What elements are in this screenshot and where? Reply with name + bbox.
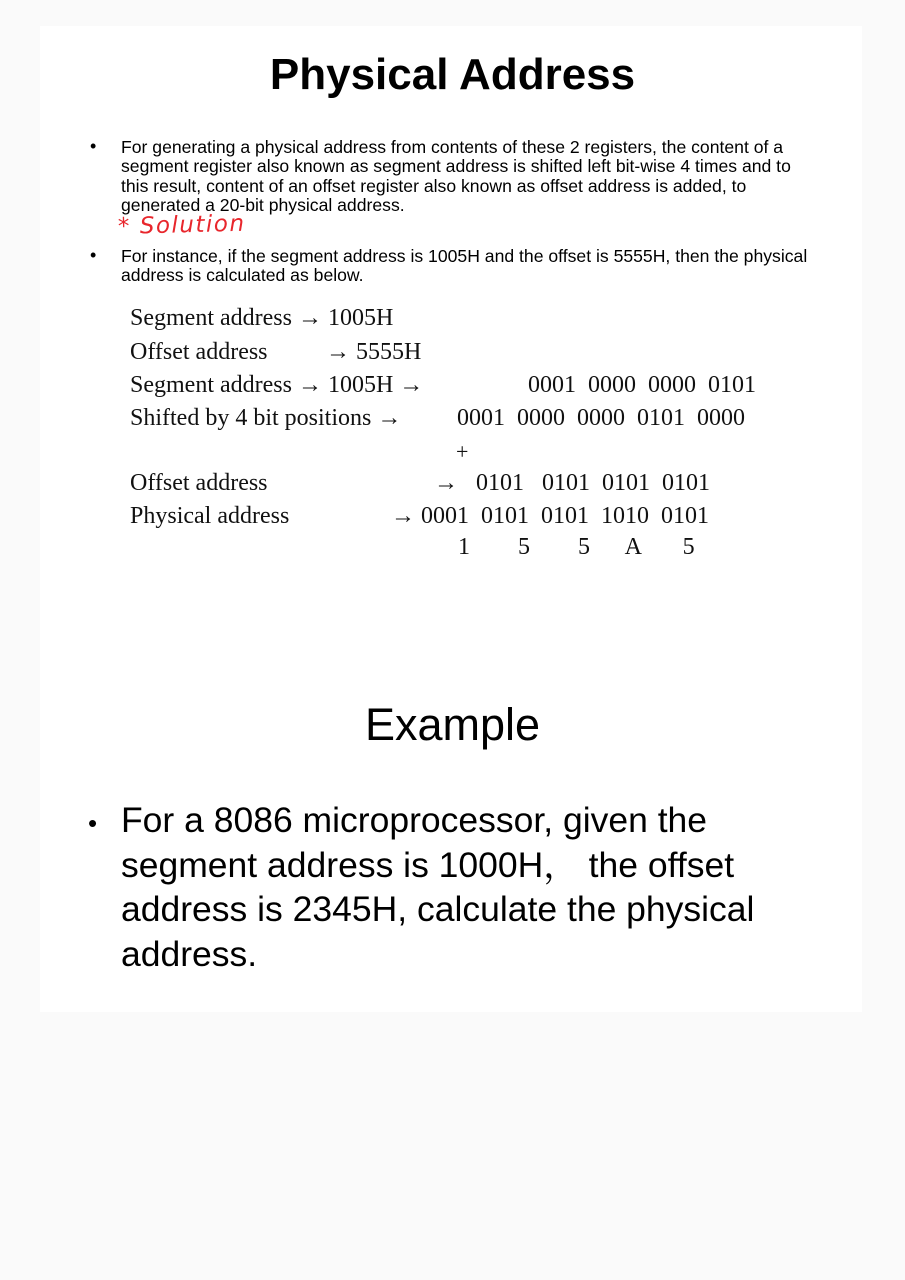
calc-row-6-value: → 0101 0101 0101 0101 <box>434 470 710 496</box>
calc-row-2-value: → 5555H <box>326 339 422 365</box>
calc-row-4-label: Shifted by 4 bit positions → <box>130 405 402 431</box>
calc-row-2-label: Offset address <box>130 339 268 365</box>
calc-row-7-label: Physical address <box>130 503 290 529</box>
bullet-2-text: For instance, if the segment address is 1005H and the offset is 5555H, then the physical address is calculated as below. <box>121 246 808 286</box>
calc-row-4-value: 0001 0000 0000 0101 0000 <box>457 405 745 431</box>
example-title: Example <box>364 699 541 750</box>
calc-hex-digits: 1 5 5 A 5 <box>458 534 695 560</box>
calc-row-3-label: Segment address → 1005H → <box>130 372 424 398</box>
calc-row-1-label: Segment address → 1005H <box>130 305 394 331</box>
calc-plus-sign: + <box>456 439 469 464</box>
calc-row-7-value: → 0001 0101 0101 1010 0101 <box>391 503 709 529</box>
calc-row-6-label: Offset address <box>130 470 268 496</box>
calc-row-3-value: 0001 0000 0000 0101 <box>528 372 756 398</box>
example-bullet-marker: • <box>88 808 98 838</box>
example-text: For a 8086 microprocessor, given the segment address is 1000H， the offset address is 2345H, calculate the physical address. <box>121 800 755 974</box>
page-title: Physical Address <box>269 50 636 99</box>
bullet-1-marker: • <box>90 136 97 156</box>
bullet-2-marker: • <box>90 245 97 265</box>
solution-annotation: * Solution <box>117 210 246 240</box>
bullet-1-text: For generating a physical address from contents of these 2 registers, the content of a segment register also known as segment address is shifted left bit-wise 4 times and to this result, content of an offset register also known as offset address is added, to generated a 20-bit physical address. <box>121 137 791 216</box>
